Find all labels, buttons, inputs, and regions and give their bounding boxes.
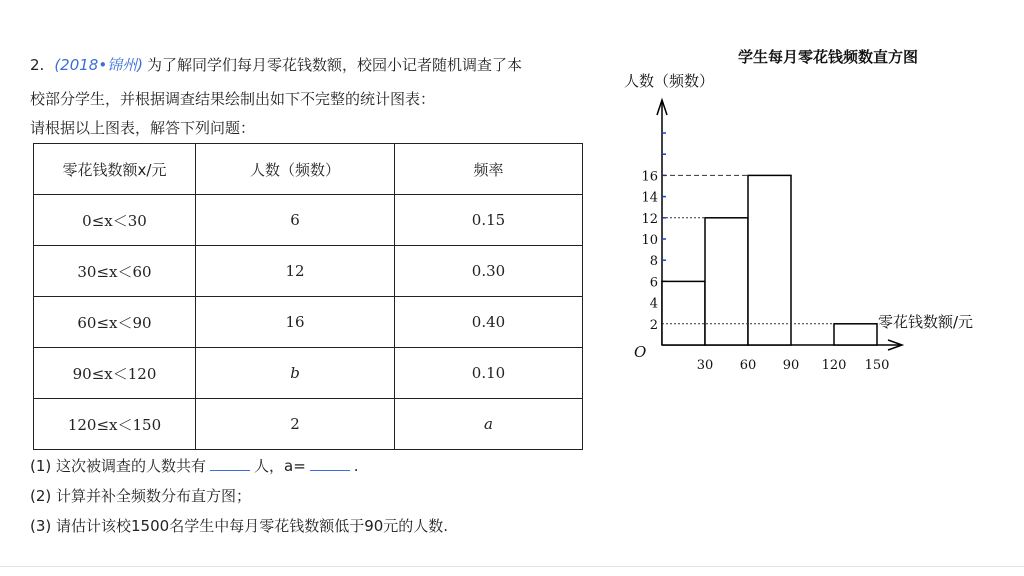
table-cell-count: 6	[196, 195, 395, 246]
subquestion-1-text-b: 人，a=	[254, 457, 306, 475]
table-cell-range: 120≤x＜150	[34, 399, 196, 450]
subquestion-1-text-a: (1) 这次被调查的人数共有	[30, 457, 207, 475]
divider	[0, 566, 1024, 567]
x-tick-label: 120	[821, 358, 847, 373]
subquestion-1-text-c: .	[353, 457, 359, 475]
table-row	[34, 195, 583, 246]
answer-blank-total[interactable]	[210, 456, 250, 471]
frequency-table	[33, 143, 583, 450]
y-tick-label: 8	[649, 254, 658, 270]
x-tick-label: 90	[782, 358, 800, 373]
question-line-2: 校部分学生，并根据调查结果绘制出如下不完整的统计图表：	[30, 90, 436, 108]
y-tick-label: 12	[641, 211, 658, 227]
table-row	[34, 246, 583, 297]
question-line-3: 请根据以上图表，解答下列问题：	[30, 119, 256, 137]
answer-blank-a[interactable]	[310, 456, 350, 471]
x-tick-label: 30	[696, 358, 714, 373]
x-tick-label: 60	[739, 358, 757, 373]
subquestion-3: (3) 请估计该校1500名学生中每月零花钱数额低于90元的人数.	[30, 517, 449, 535]
table-row	[34, 348, 583, 399]
question-source: (2018•锦州)	[54, 56, 144, 74]
table-cell-rate: 0.40	[395, 297, 583, 348]
y-tick-label: 14	[641, 190, 658, 206]
histogram-bar	[834, 324, 877, 345]
table-cell-range: 0≤x＜30	[34, 195, 196, 246]
subquestion-1	[30, 455, 359, 476]
table-cell-range: 60≤x＜90	[34, 297, 196, 348]
table-row	[34, 297, 583, 348]
question-text-1: 为了解同学们每月零花钱数额，校园小记者随机调查了本	[147, 56, 523, 74]
table-header-amount: 零花钱数额x/元	[34, 144, 196, 195]
table-cell-rate: 0.15	[395, 195, 583, 246]
table-row	[34, 399, 583, 450]
y-tick-label: 4	[649, 296, 658, 312]
table-cell-count: 16	[196, 297, 395, 348]
table-cell-count: b	[196, 348, 395, 399]
y-axis-label: 人数（频数）	[624, 72, 715, 90]
table-header-row	[34, 144, 583, 195]
chart-title: 学生每月零花钱频数直方图	[738, 48, 919, 66]
y-tick-label: 2	[649, 317, 658, 333]
histogram-chart	[620, 40, 1010, 380]
question-number: 2.	[30, 56, 45, 74]
table-header-count: 人数（频数）	[196, 144, 395, 195]
table-cell-count: 2	[196, 399, 395, 450]
y-tick-label: 10	[641, 233, 658, 248]
table-header-rate: 频率	[395, 144, 583, 195]
table-cell-rate: a	[395, 399, 583, 450]
histogram-bar	[662, 281, 705, 345]
y-tick-label: 16	[641, 169, 658, 185]
subquestion-2: (2) 计算并补全频数分布直方图；	[30, 487, 252, 505]
origin-label: O	[634, 343, 647, 361]
y-tick-label: 6	[649, 275, 658, 291]
question-line-1	[30, 54, 522, 75]
table-cell-rate: 0.10	[395, 348, 583, 399]
x-tick-label: 150	[864, 358, 890, 373]
x-axis-label: 零花钱数额/元	[878, 313, 974, 331]
histogram-bar	[705, 218, 748, 345]
table-cell-count: 12	[196, 246, 395, 297]
table-cell-range: 30≤x＜60	[34, 246, 196, 297]
table-cell-range: 90≤x＜120	[34, 348, 196, 399]
histogram-bar	[748, 175, 791, 345]
table-cell-rate: 0.30	[395, 246, 583, 297]
